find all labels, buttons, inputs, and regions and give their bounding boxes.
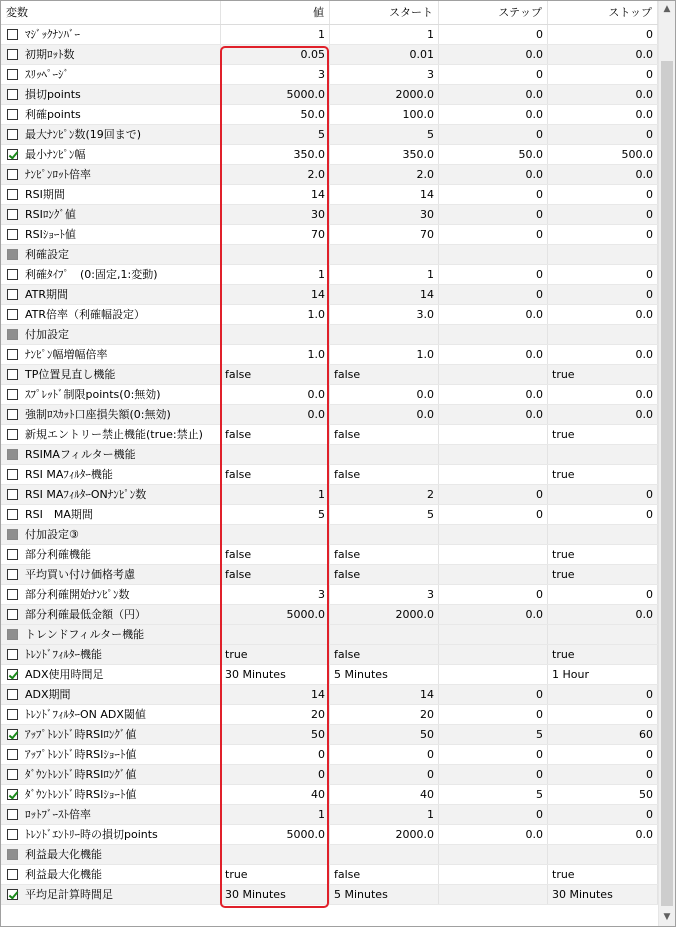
group-label: 利確設定 [1, 245, 221, 264]
stop-cell[interactable]: 0 [548, 225, 658, 244]
start-cell[interactable]: 20 [330, 705, 439, 724]
group-empty-cell [330, 245, 439, 264]
scroll-up-arrow-icon[interactable]: ▲ [663, 4, 671, 14]
step-cell[interactable] [439, 645, 548, 664]
parameter-row[interactable] [1, 345, 658, 365]
start-cell[interactable]: 50 [330, 725, 439, 744]
step-cell[interactable]: 0.0 [439, 825, 548, 844]
start-cell[interactable]: 30 [330, 205, 439, 224]
stop-cell[interactable]: 0 [548, 705, 658, 724]
value-cell[interactable]: false [221, 465, 330, 484]
start-cell[interactable]: 0 [330, 745, 439, 764]
parameter-name: ADX期間 [1, 685, 221, 704]
parameter-name: 新規エントリー禁止機能(true:禁止) [1, 425, 221, 444]
value-cell[interactable]: 3 [221, 585, 330, 604]
parameter-name: 部分利確開始ﾅﾝﾋﾟﾝ数 [1, 585, 221, 604]
value-cell[interactable]: 20 [221, 705, 330, 724]
start-cell[interactable]: 2000.0 [330, 85, 439, 104]
stop-cell[interactable]: 0 [548, 765, 658, 784]
stop-cell[interactable]: 0 [548, 485, 658, 504]
stop-cell[interactable]: 30 Minutes [548, 885, 658, 904]
step-cell[interactable]: 0 [439, 285, 548, 304]
step-cell[interactable]: 0.0 [439, 305, 548, 324]
step-cell[interactable]: 5 [439, 725, 548, 744]
value-cell[interactable]: 0 [221, 745, 330, 764]
parameter-row[interactable] [1, 105, 658, 125]
value-cell[interactable]: 1 [221, 805, 330, 824]
stop-cell[interactable]: true [548, 365, 658, 384]
parameter-row[interactable] [1, 605, 658, 625]
start-cell[interactable]: 14 [330, 685, 439, 704]
value-cell[interactable]: 5 [221, 505, 330, 524]
group-empty-cell [330, 845, 439, 864]
value-cell[interactable]: 0.0 [221, 405, 330, 424]
parameter-row[interactable] [1, 305, 658, 325]
group-empty-cell [439, 325, 548, 344]
step-cell[interactable] [439, 545, 548, 564]
stop-cell[interactable]: 0.0 [548, 825, 658, 844]
step-cell[interactable]: 0 [439, 485, 548, 504]
parameter-name: 部分利確機能 [1, 545, 221, 564]
parameter-row[interactable] [1, 365, 658, 385]
group-empty-cell [548, 445, 658, 464]
step-cell[interactable] [439, 565, 548, 584]
value-cell[interactable]: false [221, 545, 330, 564]
parameter-row[interactable] [1, 825, 658, 845]
step-cell[interactable]: 5 [439, 785, 548, 804]
start-cell[interactable]: 2.0 [330, 165, 439, 184]
parameter-name: ﾄﾚﾝﾄﾞﾌｨﾙﾀｰ機能 [1, 645, 221, 664]
stop-cell[interactable]: 0 [548, 25, 658, 44]
start-cell[interactable]: 350.0 [330, 145, 439, 164]
stop-cell[interactable]: 0 [548, 585, 658, 604]
group-label: 利益最大化機能 [1, 845, 221, 864]
value-cell[interactable]: 30 Minutes [221, 885, 330, 904]
value-cell[interactable]: 40 [221, 785, 330, 804]
stop-cell[interactable]: 0 [548, 285, 658, 304]
group-empty-cell [221, 625, 330, 644]
column-header-start[interactable]: スタート [330, 1, 439, 24]
stop-cell[interactable]: true [548, 425, 658, 444]
parameter-name: 初期ﾛｯﾄ数 [1, 45, 221, 64]
start-cell[interactable]: false [330, 545, 439, 564]
parameter-row[interactable] [1, 205, 658, 225]
parameter-name: ﾀﾞｳﾝﾄﾚﾝﾄﾞ時RSIﾛﾝｸﾞ値 [1, 765, 221, 784]
start-cell[interactable]: 1.0 [330, 345, 439, 364]
start-cell[interactable]: 0.0 [330, 405, 439, 424]
stop-cell[interactable]: 0.0 [548, 605, 658, 624]
group-row[interactable] [1, 625, 658, 645]
group-empty-cell [439, 625, 548, 644]
parameter-row[interactable] [1, 645, 658, 665]
start-cell[interactable]: 1 [330, 805, 439, 824]
group-row[interactable] [1, 445, 658, 465]
value-cell[interactable]: 350.0 [221, 145, 330, 164]
group-empty-cell [439, 445, 548, 464]
parameter-name: ATR倍率（利確幅設定） [1, 305, 221, 324]
stop-cell[interactable]: true [548, 465, 658, 484]
parameter-row[interactable] [1, 85, 658, 105]
step-cell[interactable]: 0 [439, 25, 548, 44]
start-cell[interactable]: false [330, 645, 439, 664]
stop-cell[interactable]: 0.0 [548, 105, 658, 124]
step-cell[interactable]: 0 [439, 685, 548, 704]
step-cell[interactable]: 0 [439, 125, 548, 144]
group-empty-cell [330, 625, 439, 644]
step-cell[interactable]: 0 [439, 65, 548, 84]
value-cell[interactable]: 1.0 [221, 345, 330, 364]
group-empty-cell [330, 445, 439, 464]
group-empty-cell [221, 445, 330, 464]
parameter-row[interactable] [1, 285, 658, 305]
value-cell[interactable]: false [221, 425, 330, 444]
parameter-name: 利確ﾀｲﾌﾟ (0:固定,1:変動) [1, 265, 221, 284]
value-cell[interactable]: 5 [221, 125, 330, 144]
value-cell[interactable]: 1 [221, 25, 330, 44]
stop-cell[interactable]: 60 [548, 725, 658, 744]
start-cell[interactable]: 0 [330, 765, 439, 784]
group-label: RSIMAフィルター機能 [1, 445, 221, 464]
parameter-name: RSIﾛﾝｸﾞ値 [1, 205, 221, 224]
parameter-name: ATR期間 [1, 285, 221, 304]
parameter-row[interactable] [1, 705, 658, 725]
value-cell[interactable]: 0.05 [221, 45, 330, 64]
step-cell[interactable]: 0 [439, 505, 548, 524]
group-empty-cell [221, 525, 330, 544]
start-cell[interactable]: false [330, 865, 439, 884]
parameter-row[interactable] [1, 545, 658, 565]
start-cell[interactable]: 5 [330, 505, 439, 524]
stop-cell[interactable]: 500.0 [548, 145, 658, 164]
parameter-name: 部分利確最低金額（円） [1, 605, 221, 624]
parameter-name: ｱｯﾌﾟﾄﾚﾝﾄﾞ時RSIﾛﾝｸﾞ値 [1, 725, 221, 744]
parameter-name: ｱｯﾌﾟﾄﾚﾝﾄﾞ時RSIｼｮｰﾄ値 [1, 745, 221, 764]
parameter-name: ｽﾘｯﾍﾟｰｼﾞ [1, 65, 221, 84]
start-cell[interactable]: 100.0 [330, 105, 439, 124]
parameter-name: 利益最大化機能 [1, 865, 221, 884]
parameter-name: ﾄﾚﾝﾄﾞﾌｨﾙﾀｰON ADX閾値 [1, 705, 221, 724]
stop-cell[interactable]: 0 [548, 685, 658, 704]
start-cell[interactable]: 0.0 [330, 385, 439, 404]
step-cell[interactable]: 0 [439, 805, 548, 824]
stop-cell[interactable]: 0 [548, 125, 658, 144]
parameter-name: ﾏｼﾞｯｸﾅﾝﾊﾞｰ [1, 25, 221, 44]
step-cell[interactable]: 0.0 [439, 605, 548, 624]
parameter-name: ｽﾌﾟﾚｯﾄﾞ制限points(0:無効) [1, 385, 221, 404]
parameter-name: RSI MA期間 [1, 505, 221, 524]
step-cell[interactable]: 0 [439, 745, 548, 764]
stop-cell[interactable]: 0.0 [548, 345, 658, 364]
parameter-name: RSI MAﾌｨﾙﾀｰONﾅﾝﾋﾟﾝ数 [1, 485, 221, 504]
stop-cell[interactable]: true [548, 545, 658, 564]
parameter-name: 最大ﾅﾝﾋﾟﾝ数(19回まで) [1, 125, 221, 144]
value-cell[interactable]: 1 [221, 265, 330, 284]
step-cell[interactable]: 0 [439, 185, 548, 204]
parameter-name: ﾀﾞｳﾝﾄﾚﾝﾄﾞ時RSIｼｮｰﾄ値 [1, 785, 221, 804]
parameter-row[interactable] [1, 465, 658, 485]
step-cell[interactable] [439, 665, 548, 684]
stop-cell[interactable]: 0 [548, 265, 658, 284]
group-row[interactable] [1, 325, 658, 345]
value-cell[interactable]: 70 [221, 225, 330, 244]
value-cell[interactable]: false [221, 365, 330, 384]
column-header-variable[interactable]: 変数 [1, 1, 221, 24]
group-empty-cell [221, 245, 330, 264]
parameter-row[interactable] [1, 865, 658, 885]
step-cell[interactable]: 50.0 [439, 145, 548, 164]
parameter-row[interactable] [1, 185, 658, 205]
parameter-row[interactable] [1, 485, 658, 505]
group-empty-cell [439, 525, 548, 544]
stop-cell[interactable]: true [548, 645, 658, 664]
step-cell[interactable]: 0.0 [439, 105, 548, 124]
step-cell[interactable] [439, 885, 548, 904]
value-cell[interactable]: 14 [221, 285, 330, 304]
parameter-row[interactable] [1, 265, 658, 285]
start-cell[interactable]: 2 [330, 485, 439, 504]
value-cell[interactable]: false [221, 565, 330, 584]
step-cell[interactable]: 0 [439, 585, 548, 604]
stop-cell[interactable]: 0.0 [548, 405, 658, 424]
column-header-stop[interactable]: ストップ [548, 1, 658, 24]
start-cell[interactable]: 3 [330, 585, 439, 604]
start-cell[interactable]: 14 [330, 185, 439, 204]
parameter-row[interactable] [1, 505, 658, 525]
value-cell[interactable]: 30 Minutes [221, 665, 330, 684]
start-cell[interactable]: 5 Minutes [330, 885, 439, 904]
group-empty-cell [330, 325, 439, 344]
start-cell[interactable]: 3.0 [330, 305, 439, 324]
step-cell[interactable]: 0.0 [439, 85, 548, 104]
start-cell[interactable]: 40 [330, 785, 439, 804]
group-empty-cell [221, 845, 330, 864]
value-cell[interactable]: 0 [221, 765, 330, 784]
parameter-name: RSIｼｮｰﾄ値 [1, 225, 221, 244]
vertical-scrollbar[interactable] [658, 1, 675, 926]
parameter-row[interactable] [1, 25, 658, 45]
parameter-row[interactable] [1, 685, 658, 705]
stop-cell[interactable]: 0 [548, 505, 658, 524]
start-cell[interactable]: false [330, 465, 439, 484]
parameter-name: ﾄﾚﾝﾄﾞｴﾝﾄﾘｰ時の損切points [1, 825, 221, 844]
start-cell[interactable]: false [330, 365, 439, 384]
column-header-value[interactable]: 値 [221, 1, 330, 24]
parameter-row[interactable] [1, 565, 658, 585]
parameter-row[interactable] [1, 585, 658, 605]
start-cell[interactable]: false [330, 425, 439, 444]
start-cell[interactable]: 5 Minutes [330, 665, 439, 684]
value-cell[interactable]: 50.0 [221, 105, 330, 124]
step-cell[interactable]: 0 [439, 705, 548, 724]
stop-cell[interactable]: 0 [548, 205, 658, 224]
parameter-name: 最小ﾅﾝﾋﾟﾝ幅 [1, 145, 221, 164]
parameter-name: TP位置見直し機能 [1, 365, 221, 384]
group-label: 付加設定③ [1, 525, 221, 544]
step-cell[interactable]: 0.0 [439, 405, 548, 424]
value-cell[interactable]: 5000.0 [221, 825, 330, 844]
step-cell[interactable]: 0 [439, 225, 548, 244]
step-cell[interactable]: 0.0 [439, 45, 548, 64]
value-cell[interactable]: 14 [221, 685, 330, 704]
stop-cell[interactable]: 50 [548, 785, 658, 804]
parameter-name: ﾅﾝﾋﾟﾝ幅増幅倍率 [1, 345, 221, 364]
parameter-rows [1, 25, 658, 905]
start-cell[interactable]: 70 [330, 225, 439, 244]
step-cell[interactable]: 0 [439, 765, 548, 784]
stop-cell[interactable]: 0.0 [548, 165, 658, 184]
value-cell[interactable]: 1 [221, 485, 330, 504]
stop-cell[interactable]: true [548, 565, 658, 584]
step-cell[interactable]: 0.0 [439, 385, 548, 404]
start-cell[interactable]: 1 [330, 265, 439, 284]
group-empty-cell [330, 525, 439, 544]
group-row[interactable] [1, 245, 658, 265]
group-row[interactable] [1, 845, 658, 865]
parameter-name: 損切points [1, 85, 221, 104]
parameter-row[interactable] [1, 165, 658, 185]
scrollbar-thumb[interactable] [661, 61, 673, 906]
stop-cell[interactable]: 0 [548, 805, 658, 824]
step-cell[interactable] [439, 425, 548, 444]
step-cell[interactable]: 0.0 [439, 345, 548, 364]
group-empty-cell [548, 245, 658, 264]
group-empty-cell [548, 845, 658, 864]
stop-cell[interactable]: 0.0 [548, 305, 658, 324]
group-empty-cell [548, 625, 658, 644]
stop-cell[interactable]: 0 [548, 745, 658, 764]
start-cell[interactable]: false [330, 565, 439, 584]
stop-cell[interactable]: true [548, 865, 658, 884]
step-cell[interactable]: 0.0 [439, 165, 548, 184]
value-cell[interactable]: 30 [221, 205, 330, 224]
parameter-name: ﾅﾝﾋﾟﾝﾛｯﾄ倍率 [1, 165, 221, 184]
parameter-name: ADX使用時間足 [1, 665, 221, 684]
parameter-name: RSI MAﾌｨﾙﾀｰ機能 [1, 465, 221, 484]
parameter-name: RSI期間 [1, 185, 221, 204]
step-cell[interactable]: 0 [439, 265, 548, 284]
parameter-row[interactable] [1, 665, 658, 685]
stop-cell[interactable]: 0.0 [548, 385, 658, 404]
start-cell[interactable]: 2000.0 [330, 605, 439, 624]
group-empty-cell [439, 845, 548, 864]
parameter-name: 利確points [1, 105, 221, 124]
parameter-row[interactable] [1, 45, 658, 65]
start-cell[interactable]: 0.01 [330, 45, 439, 64]
scroll-down-arrow-icon[interactable]: ▼ [663, 912, 671, 922]
value-cell[interactable]: 1.0 [221, 305, 330, 324]
group-empty-cell [548, 325, 658, 344]
parameter-name: 平均買い付け価格考慮 [1, 565, 221, 584]
start-cell[interactable]: 3 [330, 65, 439, 84]
group-row[interactable] [1, 525, 658, 545]
value-cell[interactable]: true [221, 645, 330, 664]
start-cell[interactable]: 5 [330, 125, 439, 144]
parameter-name: 平均足計算時間足 [1, 885, 221, 904]
column-header-step[interactable]: ステップ [439, 1, 548, 24]
value-cell[interactable]: 3 [221, 65, 330, 84]
parameter-row[interactable] [1, 725, 658, 745]
parameter-name: 強制ﾛｽｶｯﾄ口座損失額(0:無効) [1, 405, 221, 424]
stop-cell[interactable]: 0.0 [548, 45, 658, 64]
parameter-row[interactable] [1, 145, 658, 165]
parameter-row[interactable] [1, 745, 658, 765]
parameter-row[interactable] [1, 385, 658, 405]
parameter-row[interactable] [1, 65, 658, 85]
parameter-row[interactable] [1, 225, 658, 245]
value-cell[interactable]: true [221, 865, 330, 884]
stop-cell[interactable]: 0 [548, 65, 658, 84]
value-cell[interactable]: 0.0 [221, 385, 330, 404]
value-cell[interactable]: 2.0 [221, 165, 330, 184]
parameter-row[interactable] [1, 405, 658, 425]
parameter-row[interactable] [1, 805, 658, 825]
group-empty-cell [221, 325, 330, 344]
parameter-row[interactable] [1, 785, 658, 805]
step-cell[interactable] [439, 865, 548, 884]
start-cell[interactable]: 2000.0 [330, 825, 439, 844]
group-label: 付加設定 [1, 325, 221, 344]
step-cell[interactable] [439, 465, 548, 484]
group-label: トレンドフィルター機能 [1, 625, 221, 644]
parameter-name: ﾛｯﾄﾌﾞｰｽﾄ倍率 [1, 805, 221, 824]
stop-cell[interactable]: 0.0 [548, 85, 658, 104]
value-cell[interactable]: 5000.0 [221, 605, 330, 624]
stop-cell[interactable]: 1 Hour [548, 665, 658, 684]
value-cell[interactable]: 5000.0 [221, 85, 330, 104]
group-empty-cell [439, 245, 548, 264]
start-cell[interactable]: 1 [330, 25, 439, 44]
group-empty-cell [548, 525, 658, 544]
step-cell[interactable] [439, 365, 548, 384]
parameter-row[interactable] [1, 425, 658, 445]
step-cell[interactable]: 0 [439, 205, 548, 224]
parameter-row[interactable] [1, 765, 658, 785]
stop-cell[interactable]: 0 [548, 185, 658, 204]
grid-header [1, 1, 658, 25]
parameter-row[interactable] [1, 125, 658, 145]
value-cell[interactable]: 14 [221, 185, 330, 204]
start-cell[interactable]: 14 [330, 285, 439, 304]
value-cell[interactable]: 50 [221, 725, 330, 744]
parameter-row[interactable] [1, 885, 658, 905]
